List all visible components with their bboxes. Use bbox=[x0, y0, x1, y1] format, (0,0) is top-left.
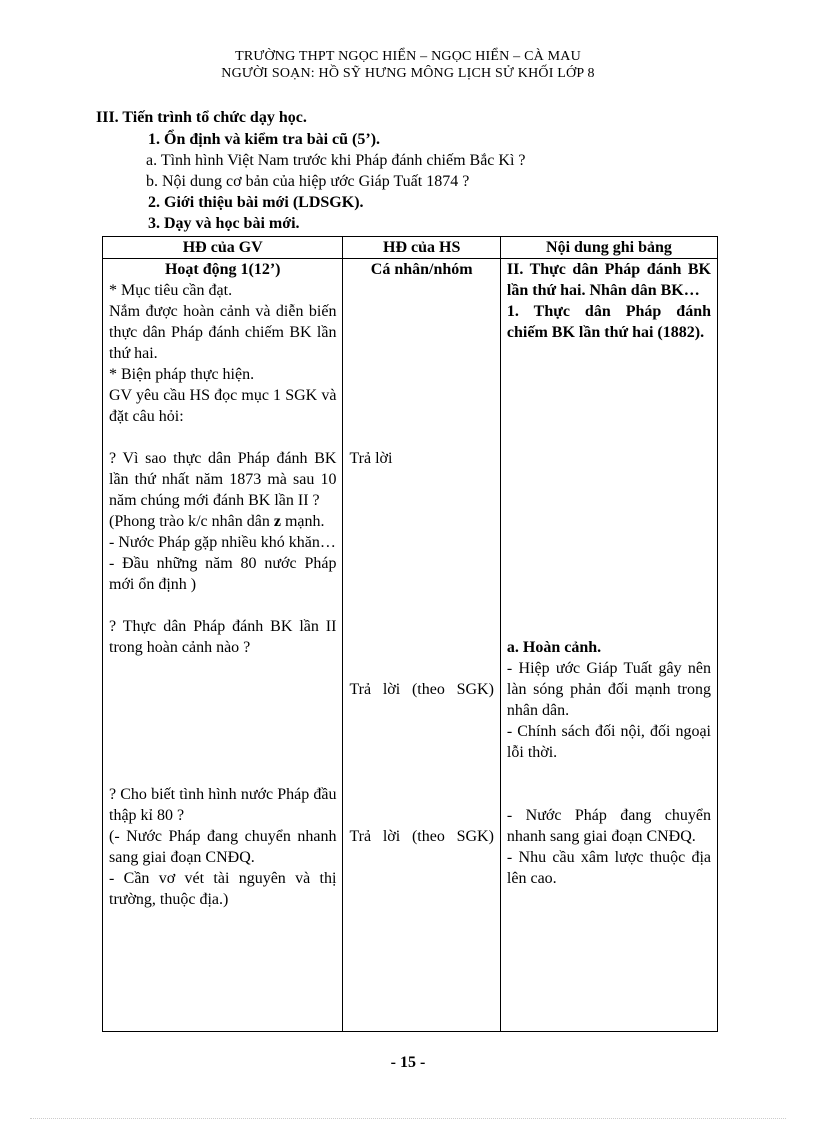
gv-question-3: ? Cho biết tình hình nước Pháp đầu thập kỉ 80 ? bbox=[109, 786, 337, 824]
hs-answer-1: Trả lời bbox=[349, 450, 393, 467]
activity-title: Hoạt động 1(12’) bbox=[164, 261, 281, 278]
school-header: TRƯỜNG THPT NGỌC HIỂN – NGỌC HIỂN – CÀ MAU bbox=[235, 49, 581, 64]
hs-answer-3: Trả lời (theo SGK) bbox=[349, 828, 494, 845]
hs-column bbox=[343, 259, 500, 1032]
table-body-row bbox=[103, 259, 718, 1032]
gv-line: * Biện pháp thực hiện. bbox=[109, 366, 255, 383]
header-hs: HĐ của HS bbox=[343, 237, 500, 259]
table-header-row bbox=[103, 237, 718, 259]
lesson-table bbox=[102, 236, 718, 1032]
gv-question-1: ? Vì sao thực dân Pháp đánh BK lần thứ nhất năm 1873 mà sau 10 năm chúng mới đánh BK lần II ? bbox=[109, 450, 337, 509]
header-noi-dung: Nội dung ghi bảng bbox=[500, 237, 717, 259]
gv-answer-1a: (Phong trào k/c nhân dân z mạnh. bbox=[109, 513, 325, 530]
hs-answer-2: Trả lời (theo SGK) bbox=[349, 681, 494, 698]
hs-mode: Cá nhân/nhóm bbox=[370, 261, 473, 278]
hoan-canh-point-2: - Chính sách đối nội, đối ngoại lỗi thời. bbox=[506, 723, 711, 761]
gv-answer-3b: - Cần vơ vét tài nguyên và thị trường, thuộc địa.) bbox=[109, 870, 337, 908]
gv-line: Nắm được hoàn cảnh và diễn biến thực dân Pháp đánh chiếm BK lần thứ hai. bbox=[109, 303, 337, 362]
section-item-3: 3. Dạy và học bài mới. bbox=[148, 215, 300, 232]
header-gv: HĐ của GV bbox=[103, 237, 343, 259]
page-number: - 15 - bbox=[390, 1054, 426, 1071]
subsection-heading-1: 1. Thực dân Pháp đánh chiếm BK lần thứ hai (1882). bbox=[506, 303, 711, 341]
hoan-canh-point-1: - Hiệp ước Giáp Tuất gây nên làn sóng phản đối mạnh trong nhân dân. bbox=[506, 660, 711, 719]
gv-question-2: ? Thực dân Pháp đánh BK lần II trong hoàn cảnh nào ? bbox=[109, 618, 337, 656]
noi-dung-column bbox=[500, 259, 717, 1032]
phap-point-2: - Nhu cầu xâm lược thuộc địa lên cao. bbox=[506, 849, 711, 887]
gv-line: * Mục tiêu cần đạt. bbox=[109, 282, 233, 299]
section-item-2: 2. Giới thiệu bài mới (LDSGK). bbox=[148, 194, 364, 211]
page-bottom-divider bbox=[30, 1118, 786, 1119]
section-heading-II: II. Thực dân Pháp đánh BK lần thứ hai. Nhân dân BK… bbox=[506, 261, 711, 299]
section-title: III. Tiến trình tổ chức dạy học. bbox=[96, 109, 307, 126]
gv-column bbox=[103, 259, 343, 1032]
section-item-1: 1. Ổn định và kiểm tra bài cũ (5’). bbox=[148, 131, 381, 148]
phap-point-1: - Nước Pháp đang chuyển nhanh sang giai đoạn CNĐQ. bbox=[506, 807, 711, 845]
author-header: NGƯỜI SOẠN: HỒ SỸ HƯNG MÔNG LỊCH SỬ KHỐI LỚP 8 bbox=[221, 66, 595, 81]
gv-answer-3a: (- Nước Pháp đang chuyển nhanh sang giai đoạn CNĐQ. bbox=[109, 828, 337, 866]
review-question-b: b. Nội dung cơ bản của hiệp ước Giáp Tuất 1874 ? bbox=[146, 173, 470, 190]
review-question-a: a. Tình hình Việt Nam trước khi Pháp đánh chiếm Bắc Kì ? bbox=[146, 152, 526, 169]
gv-answer-1b: - Nước Pháp gặp nhiều khó khăn… bbox=[109, 534, 336, 551]
gv-answer-1c: - Đầu những năm 80 nước Pháp mới ổn định ) bbox=[109, 555, 337, 593]
gv-line: GV yêu cầu HS đọc mục 1 SGK và đặt câu hỏi: bbox=[109, 387, 337, 425]
hoan-canh-title: a. Hoàn cảnh. bbox=[506, 639, 602, 656]
